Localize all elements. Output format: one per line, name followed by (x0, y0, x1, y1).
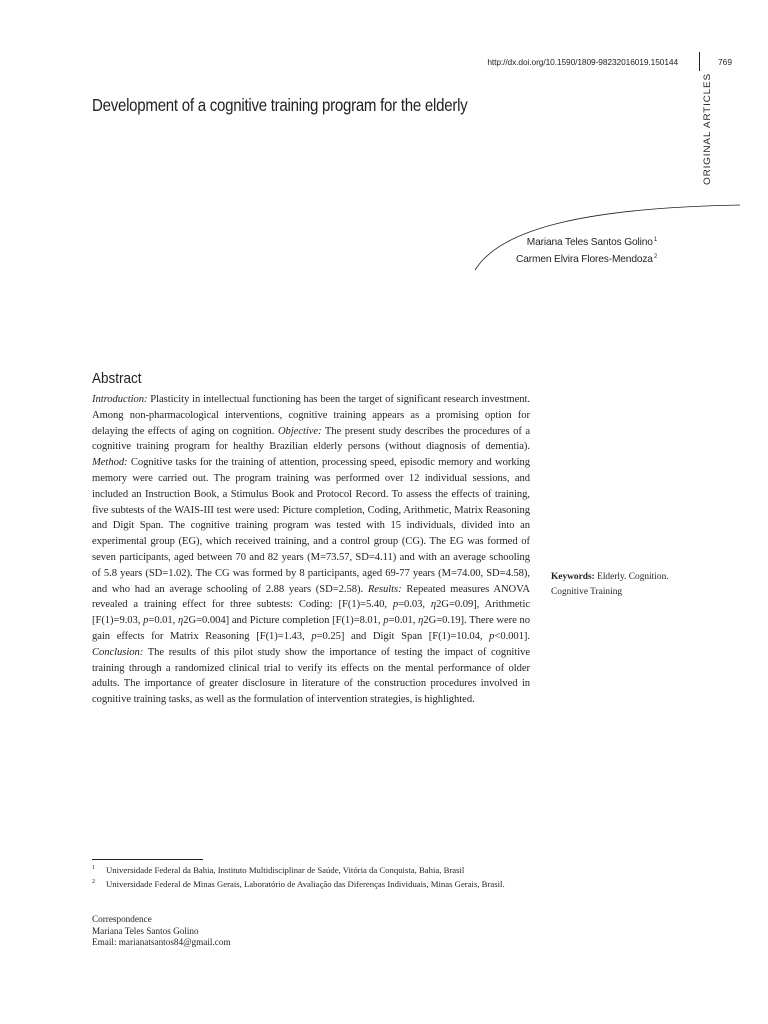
header-divider (699, 52, 700, 71)
abstract-italic-run: p (311, 630, 317, 642)
abstract-italic-run: p (383, 615, 389, 627)
abstract-italic-run: η (178, 615, 184, 627)
abstract-italic-run: p (489, 630, 495, 642)
footnote-divider (92, 859, 203, 860)
abstract-italic-run: p (392, 599, 399, 611)
doi-link[interactable]: http://dx.doi.org/10.1590/1809-98232016019.150144 (487, 57, 678, 67)
abstract-text-run: The results of this pilot study show the importance of testing the impact of cognitive training through a randomized clinical trial to verify its effects on the mental performance of older adults. The importance of greater disclosure in literature of the construction procedures involved in cognitive training tasks, as well as the formulation of intervention strategies, is highlighted. (92, 646, 530, 706)
correspondence-heading: Correspondence (92, 914, 152, 924)
correspondence-email[interactable]: Email: marianatsantos84@gmail.com (92, 937, 231, 947)
author-list (470, 233, 657, 267)
abstract-text-run: The present study describes the procedures of a cognitive training program for healthy Brazilian elderly persons (without diagnosis of dementia). (92, 425, 530, 453)
abstract-text-run: Repeated measures ANOVA revealed a training effect for three subtests: Coding: [F(1)=5.40, (92, 583, 530, 611)
footnote-text: Universidade Federal da Bahia, Instituto Multidisciplinar de Saúde, Vitória da Conquista, Bahia, Brasil (106, 865, 465, 875)
correspondence-name: Mariana Teles Santos Golino (92, 925, 199, 936)
abstract-text-run: =0.03, (398, 599, 431, 611)
abstract-italic-run: Method: (92, 457, 128, 469)
abstract-italic-run: Conclusion: (92, 646, 144, 658)
section-label-text: ORIGINAL ARTICLES (703, 73, 713, 185)
author-name: Mariana Teles Santos Golino (526, 237, 653, 248)
abstract-text-run: Plasticity in intellectual functioning has been the target of significant research investment. Among non-pharmacological interventions, cognitive training appears as a promising option for delaying the effects of aging on cognition. (92, 394, 530, 437)
abstract-body (92, 392, 530, 708)
correspondence-block (92, 914, 392, 949)
footnote-1 (92, 864, 532, 877)
keywords (551, 570, 671, 600)
author-1 (470, 233, 657, 250)
affiliation-mark: 2 (653, 254, 657, 260)
footnote-mark: 1 (92, 865, 95, 871)
abstract-text-run: =0.01, (148, 615, 179, 627)
abstract-text-run: <0.001]. (494, 630, 530, 642)
affiliation-mark: 1 (653, 237, 657, 243)
abstract-text-run: =0.01, (388, 615, 419, 627)
footnote-text: Universidade Federal de Minas Gerais, Laboratório de Avaliação das Diferenças Individuais, Minas Gerais, Brasil. (106, 879, 505, 889)
abstract-heading: Abstract (92, 370, 142, 387)
page-number: 769 (718, 57, 732, 67)
abstract-italic-run: η (418, 615, 424, 627)
abstract-italic-run: Introduction: (92, 394, 148, 405)
author-name: Carmen Elvira Flores-Mendoza (516, 254, 653, 265)
author-2 (470, 250, 657, 267)
abstract-italic-run: η (430, 599, 437, 611)
abstract-text-run: 2G=0.004] and Picture completion [F(1)=8.01, (183, 615, 384, 627)
abstract-text-run: 2G=0.09], Arithmetic [F(1)=9.03, (92, 599, 530, 627)
keywords-label: Keywords: (551, 572, 595, 582)
footnote-2 (92, 878, 532, 891)
footnote-mark: 2 (92, 879, 95, 885)
abstract-italic-run: Results: (367, 583, 402, 595)
abstract-text-run: Cognitive tasks for the training of attention, processing speed, episodic memory and working memory were carried out. The program training was performed over 12 individual sessions, and included an Instruction Book, a Stimulus Book and Protocol Record. To assess the effects of training, five subtests of the WAIS-III test were used: Picture completion, Coding, Arithmetic, Matrix Reasoning and Digit Span. The cognitive training program was tested with 15 individuals, divided into an experimental group (EG), which received training, and a control group (CG). The EG was formed of seven participants, aged between 70 and 82 years (M=73.57, SD=4.11) and with an average schooling of 5.8 years (SD=1.02). The CG was formed by 8 participants, aged 69-77 years (M=74.00, SD=4.58), and who had an average schooling of 2.88 years (SD=2.58). (92, 457, 530, 595)
abstract-italic-run: Objective: (277, 425, 322, 437)
abstract-italic-run: p (143, 615, 149, 627)
abstract-text-run: =0.25] and Digit Span [F(1)=10.04, (316, 630, 490, 642)
abstract-text-run: 2G=0.19]. There were no gain effects for Matrix Reasoning [F(1)=1.43, (92, 615, 531, 642)
keywords-text: Elderly. Cognition. Cognitive Training (551, 572, 669, 597)
article-title: Development of a cognitive training program for the elderly (92, 95, 468, 115)
